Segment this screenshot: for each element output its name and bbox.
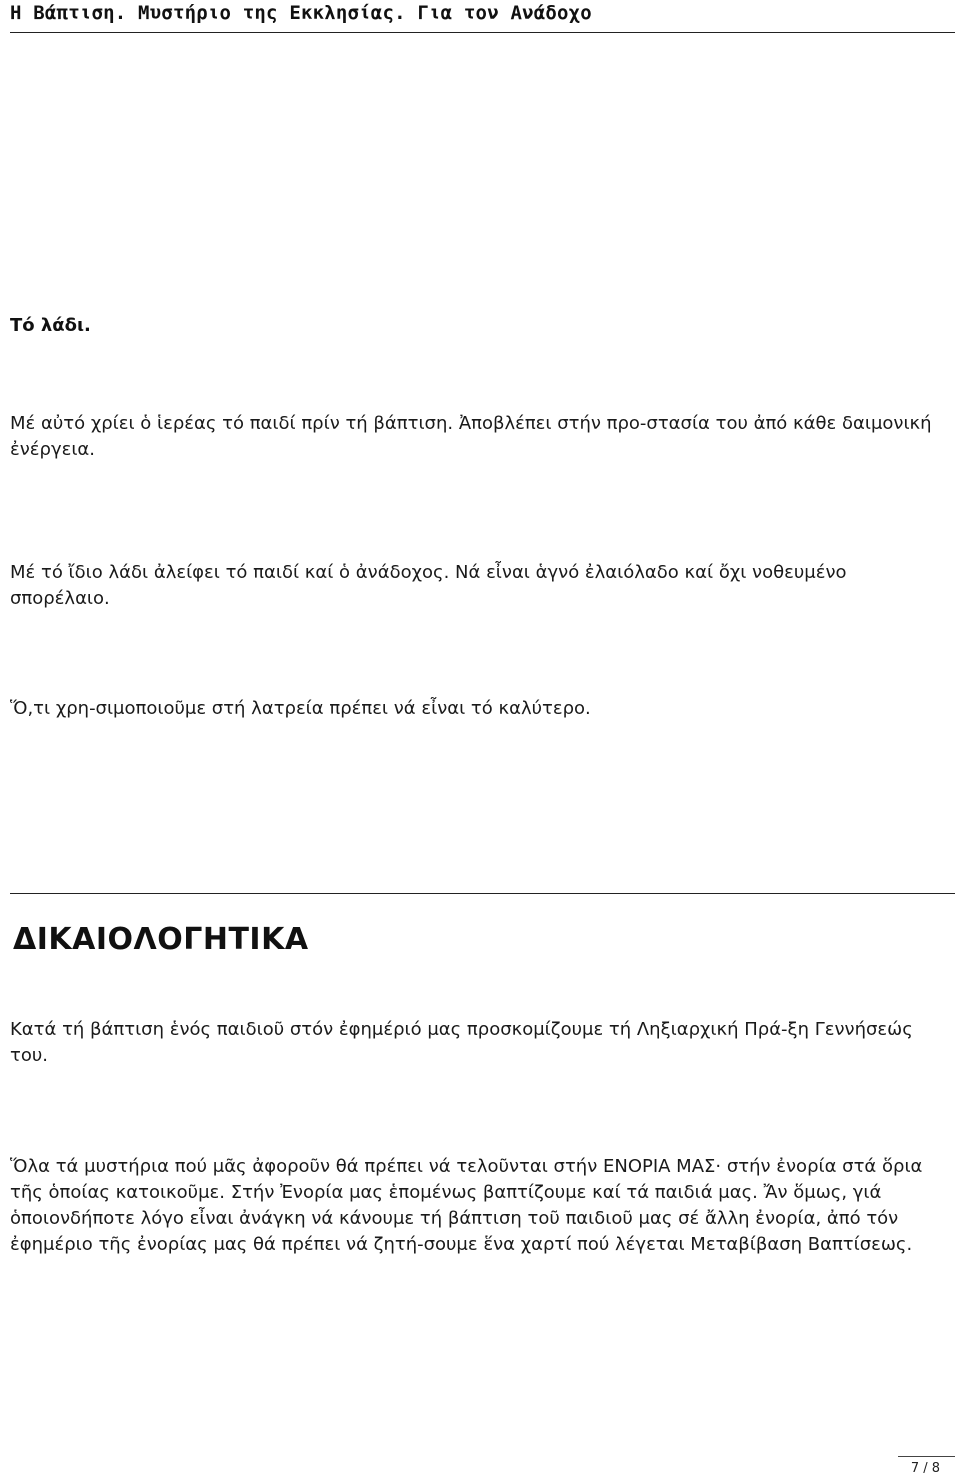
- documents-paragraph-2: Ὅλα τά μυστήρια πού μᾶς ἀφοροῦν θά πρέπει νά τελοῦνται στήν ΕΝΟΡΙΑ ΜΑΣ· στήν ἐνορία στά ὅρια τῆς ὁποίας κατοικοῦμε. Στήν Ἐνορία μας ἑπομένως βαπτίζουμε καί τά παιδιά μας. Ἄν ὅμως, γιά ὁποιονδήποτε λόγο εἶναι ἀνάγκη νά κάνουμε τή βάπτιση τοῦ παιδιοῦ μας σέ ἄλλη ἐνορία, ἀπό τόν ἐφημέριο τῆς ἐνορίας μας θά πρέπει νά ζητή-σουμε ἕνα χαρτί πού λέγεται Μεταβίβαση Βαπτίσεως.: [10, 1156, 923, 1255]
- documents-section-heading: ΔΙΚΑΙΟΛΟΓΗΤΙΚΑ: [13, 922, 309, 957]
- section-divider: [10, 893, 955, 894]
- documents-paragraph-1: Κατά τή βάπτιση ἑνός παιδιοῦ στόν ἐφημέριό μας προσκομίζουμε τή Ληξιαρχική Πρά-ξη Γεννήσεώς του.: [10, 1019, 913, 1066]
- oil-paragraph-2: Μέ τό ἴδιο λάδι ἀλείφει τό παιδί καί ὁ ἀνάδοχος. Νά εἶναι ἁγνό ἐλαιόλαδο καί ὄχι νοθευμένο σπορέλαιο.: [10, 562, 847, 609]
- document-title: Η Βάπτιση. Μυστήριο της Εκκλησίας. Για τον Ανάδοχο: [10, 2, 592, 24]
- oil-paragraph-3: Ὅ,τι χρη-σιμοποιοῦμε στή λατρεία πρέπει νά εἶναι τό καλύτερο.: [10, 698, 591, 719]
- page-number: 7 / 8: [910, 1461, 940, 1476]
- oil-section-heading: Τό λάδι.: [10, 315, 91, 336]
- footer-rule: [898, 1456, 955, 1457]
- oil-paragraph-1: Μέ αὐτό χρίει ὁ ἱερέας τό παιδί πρίν τή βάπτιση. Ἀποβλέπει στήν προ-στασία του ἀπό κάθε δαιμονική ἐνέργεια.: [10, 413, 932, 460]
- header-rule: [10, 32, 955, 33]
